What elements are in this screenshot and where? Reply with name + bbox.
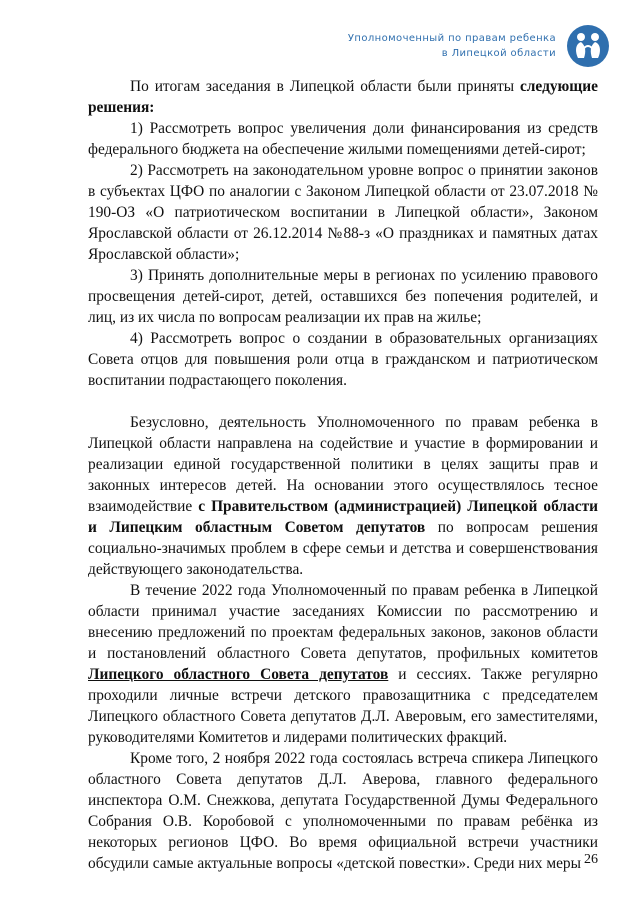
header-line-2: в Липецкой области bbox=[441, 48, 556, 59]
header-title bbox=[348, 31, 556, 61]
paragraph-interaction: Безусловно, деятельность Уполномоченного по правам ребенка в Липецкой области направлена на содействие и участие в формировании и реализации единой государственной политики в целях защиты прав и законных интересов детей. На основании этого осуществлялось тесное взаимодействие с Правительством (администрацией) Липецкой области и Липецким областным Советом депутатов по вопросам решения социально-значимых проблем в сфере семьи и детства и совершенствования действующего законодательства. bbox=[88, 414, 598, 578]
decision-item-1: 1) Рассмотреть вопрос увеличения доли финансирования из средств федерального бюджета на обеспечение жилыми помещениями детей-сирот; bbox=[88, 120, 598, 158]
paragraph-november-meeting: Кроме того, 2 ноября 2022 года состоялась встреча спикера Липецкого областного Совета депутатов Д.Л. Аверова, главного федерального инспектора О.М. Снежкова, депутата Государственной Думы Федерального Собрания О.В. Коробовой с уполномоченными по правам ребёнка из некоторых регионов ЦФО. Во время официальной встречи участники обсудили самые актуальные вопросы «детской повестки». Среди них меры bbox=[88, 750, 598, 872]
paragraph-decisions-intro: По итогам заседания в Липецкой области были приняты следующие решения: bbox=[88, 78, 598, 116]
decision-item-2: 2) Рассмотреть на законодательном уровне вопрос о принятии законов в субъектах ЦФО по аналогии с Законом Липецкой области от 23.07.2018 № 190-ОЗ «О патриотическом воспитании в Липецкой области», Законом Ярославской области от 26.12.2014 №88-з «О праздниках и памятных датах Ярославской области»; bbox=[88, 162, 598, 263]
ombudsman-children-logo-icon bbox=[566, 24, 610, 68]
bold-regional-council: Липецкого областного Совета депутатов bbox=[88, 666, 389, 683]
decision-item-4: 4) Рассмотреть вопрос о создании в образовательных организациях Совета отцов для повышения роли отца в гражданском и патриотическом воспитании подрастающего поколения. bbox=[88, 330, 598, 389]
page-header bbox=[348, 24, 610, 68]
bold-government-council: с Правительством (администрацией) Липецкой области и Липецким областным Советом депутатов bbox=[88, 498, 598, 536]
decisions-heading: следующие решения: bbox=[88, 78, 598, 116]
page-number: 26 bbox=[584, 852, 598, 867]
header-line-1: Уполномоченный по правам ребенка bbox=[347, 33, 556, 44]
document-body bbox=[88, 76, 598, 874]
decision-item-3: 3) Принять дополнительные меры в регионах по усилению правового просвещения детей-сирот, детей, оставшихся без попечения родителей, и лиц, из их числа по вопросам реализации их прав на жилье; bbox=[88, 267, 598, 326]
paragraph-2022-participation: В течение 2022 года Уполномоченный по правам ребенка в Липецкой области принимал участие заседаниях Комиссии по рассмотрению и внесению предложений по проектам федеральных законов, законов области и постановлений областного Совета депутатов, профильных комитетов Липецкого областного Совета депутатов и сессиях. Также регулярно проходили личные встречи детского правозащитника с председателем Липецкого областного Совета депутатов Д.Л. Аверовым, его заместителями, руководителями Комитетов и лидерами политических фракций. bbox=[88, 582, 599, 746]
